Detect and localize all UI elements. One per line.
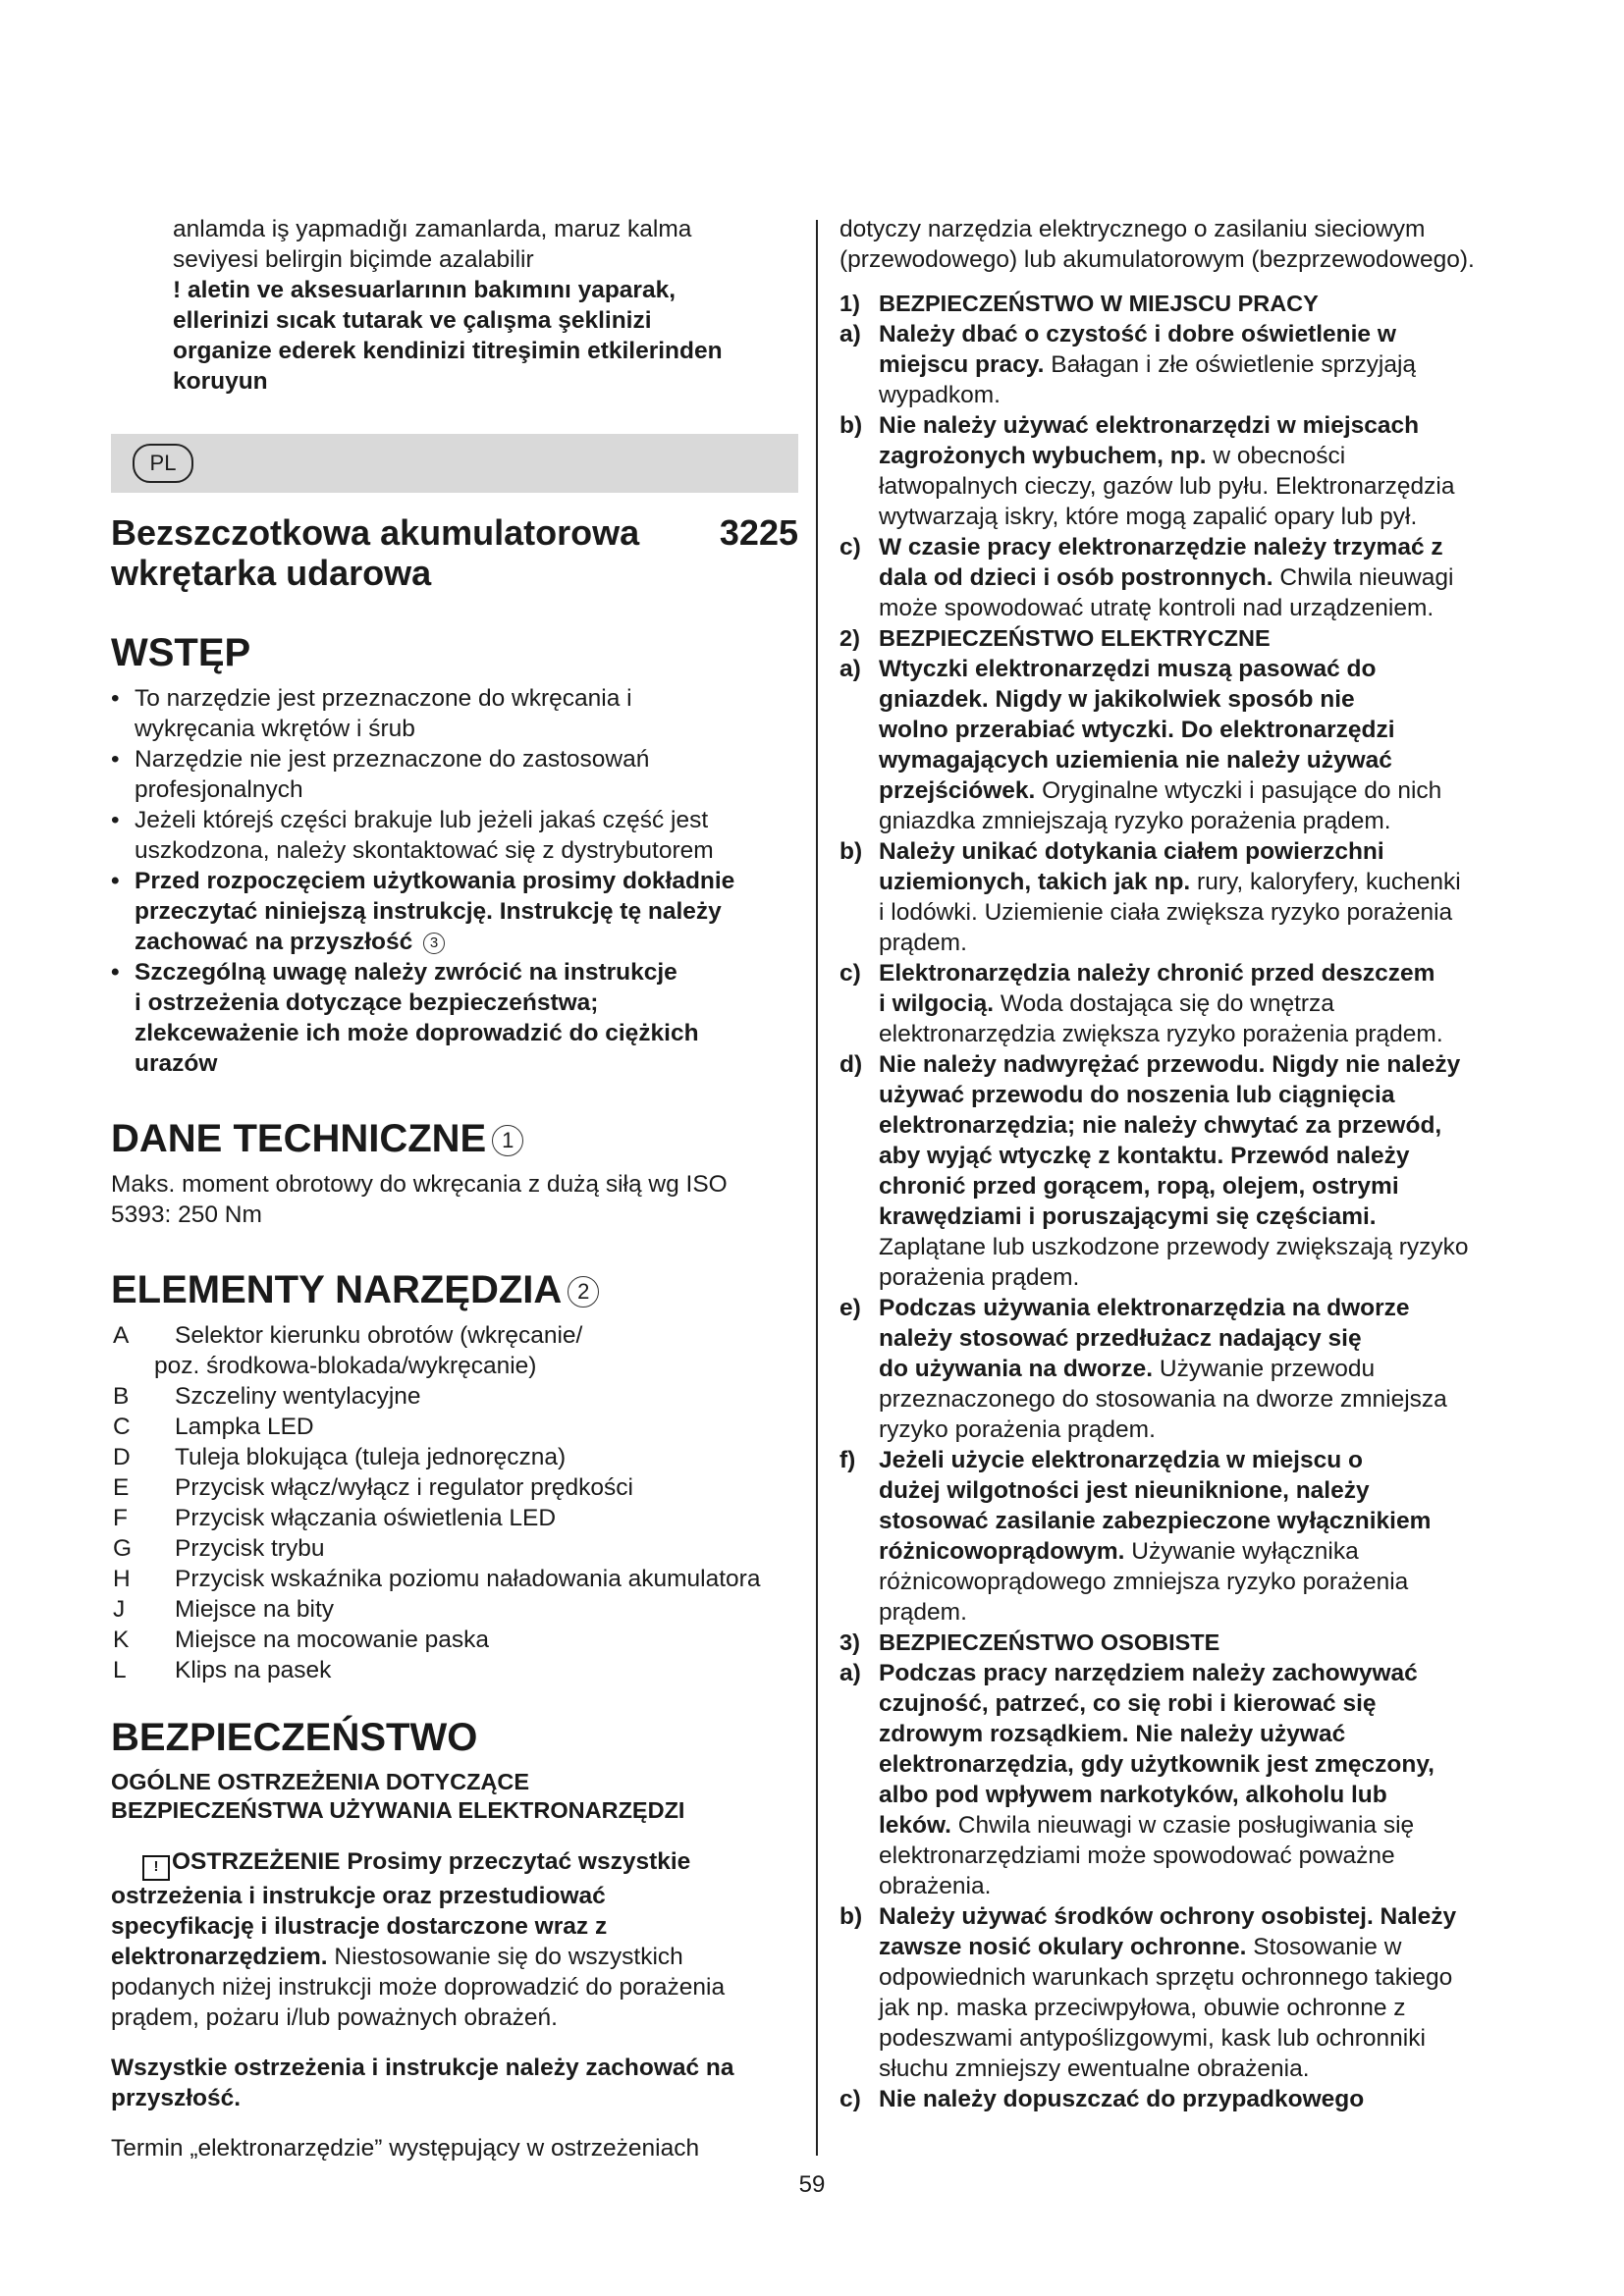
rule-item: c) W czasie pracy elektronarzędzie należy trzymać z dala od dzieci i osób postronnych. Chwila nieuwagi może spowodować utratę kontroli nad urządzeniem.: [839, 534, 1454, 621]
product-title-line2: wkrętarka udarowa: [111, 553, 432, 593]
rule-item: b) Należy używać środków ochrony osobistej. Należy zawsze nosić okulary ochronne. Stosowanie w odpowiednich warunkach sprzętu ochronnego takiego jak np. maska przeciwpyłowa, obuwie ochronne z podeszwami antypoślizgowymi, kask lub ochronniki słuchu zmniejszy ewentualne obrażenia.: [839, 1903, 1457, 2082]
safety-subheading: BEZPIECZEŃSTWA UŻYWANIA ELEKTRONARZĘDZI: [111, 1797, 685, 1823]
parts-list: [111, 1320, 798, 1685]
tr-line: seviyesi belirgin biçimde azalabilir: [173, 246, 534, 273]
tech-line: Maks. moment obrotowy do wkręcania z dużą siłą wg ISO: [111, 1171, 728, 1198]
rule-item: b) Nie należy używać elektronarzędzi w miejscach zagrożonych wybuchem, np. w obecności łatwopalnych cieczy, gazów lub pyłu. Elektronarzędzia wytwarzają iskry, które mogą zapalić opary lub pył.: [839, 412, 1455, 530]
intro-list: [111, 683, 798, 1079]
tr-line: anlamda iş yapmadığı zamanlarda, maruz kalma: [173, 216, 692, 242]
right-column: [839, 214, 1488, 2114]
rule-item: c) Nie należy dopuszczać do przypadkowego: [839, 2086, 1365, 2112]
product-title-line1: Bezszczotkowa akumulatorowa: [111, 512, 640, 553]
language-badge: PL: [133, 444, 193, 483]
warning-line: prądem, pożaru i/lub poważnych obrażeń.: [111, 2004, 558, 2031]
keep-instructions: przyszłość.: [111, 2085, 242, 2111]
warning-line: ! OSTRZEŻENIE Prosimy przeczytać wszystkie: [111, 1846, 798, 1881]
tr-line-bold: ! aletin ve aksesuarlarının bakımını yaparak,: [173, 277, 677, 303]
model-number: 3225: [719, 512, 798, 553]
language-bar: [111, 434, 798, 493]
warning-line: podanych niżej instrukcji może doprowadzić do porażenia: [111, 1974, 726, 2001]
intro-heading: WSTĘP: [111, 631, 251, 674]
intro-line: (przewodowego) lub akumulatorowym (bezprzewodowego).: [839, 246, 1475, 273]
turkish-fragment: [111, 214, 798, 397]
rule-item: a) Podczas pracy narzędziem należy zachowywać czujność, patrzeć, co się robi i kierować się zdrowym rozsądkiem. Nie należy używać elektronarzędzia, gdy użytkownik jest zmęczony, albo pod wpływem narkotyków, alkoholu lub leków. Chwila nieuwagi w czasie posługiwania się elektronarzędziami może spowodować poważne obrażenia.: [839, 1660, 1435, 1899]
section-heading: 1) BEZPIECZEŃSTWO W MIEJSCU PRACY: [839, 291, 1319, 316]
tr-line-bold: organize ederek kendinizi titreşimin etkilerinden: [173, 338, 723, 364]
rule-item: e) Podczas używania elektronarzędzia na dworze należy stosować przedłużacz nadający się do używania na dworze. Używanie przewodu przeznaczonego do stosowania na dworze zmniejsza ryzyko porażenia prądem.: [839, 1295, 1447, 1443]
product-title: [111, 512, 798, 593]
warning-line: specyfikację i ilustracje dostarczone wraz z: [111, 1913, 608, 1940]
part-item: B Szczeliny wentylacyjne: [113, 1383, 421, 1410]
list-item: • To narzędzie jest przeznaczone do wkręcania i wykręcania wkrętów i śrub: [111, 685, 632, 742]
part-item: J Miejsce na bity: [113, 1596, 335, 1623]
intro-line: dotyczy narzędzia elektrycznego o zasilaniu sieciowym: [839, 216, 1426, 242]
part-item: H Przycisk wskaźnika poziomu naładowania akumulatora: [113, 1566, 761, 1592]
elements-heading: ELEMENTY NARZĘDZIA 2: [111, 1267, 798, 1312]
left-column: [111, 214, 798, 2163]
part-item: D Tuleja blokująca (tuleja jednoręczna): [113, 1444, 567, 1470]
list-item: • Narzędzie nie jest przeznaczone do zastosowań profesjonalnych: [111, 746, 650, 803]
tech-line: 5393: 250 Nm: [111, 1201, 262, 1228]
part-item: A Selektor kierunku obrotów (wkręcanie/: [113, 1322, 583, 1349]
column-divider: [816, 220, 818, 2156]
rule-item: c) Elektronarzędzia należy chronić przed deszczem i wilgocią. Woda dostająca się do wnętrza elektronarzędzia zwiększa ryzyko porażenia prądem.: [839, 960, 1443, 1047]
safety-subheading: OGÓLNE OSTRZEŻENIA DOTYCZĄCE: [111, 1769, 530, 1794]
keep-instructions: Wszystkie ostrzeżenia i instrukcje należy zachować na: [111, 2055, 734, 2081]
section-heading: 2) BEZPIECZEŃSTWO ELEKTRYCZNE: [839, 625, 1271, 651]
part-item: G Przycisk trybu: [113, 1535, 325, 1562]
part-item: L Klips na pasek: [113, 1657, 332, 1683]
warning-line: ostrzeżenia i instrukcje oraz przestudiować: [111, 1883, 606, 1909]
part-item: K Miejsce na mocowanie paska: [113, 1627, 490, 1653]
rule-item: b) Należy unikać dotykania ciałem powierzchni uziemionych, takich jak np. rury, kaloryfery, kuchenki i lodówki. Uziemienie ciała zwiększa ryzyko porażenia prądem.: [839, 838, 1461, 956]
tr-line-bold: ellerinizi sıcak tutarak ve çalışma şeklinizi: [173, 307, 652, 334]
tr-line-bold: koruyun: [173, 368, 268, 395]
rule-item: a) Należy dbać o czystość i dobre oświetlenie w miejscu pracy. Bałagan i złe oświetlenie sprzyjają wypadkom.: [839, 321, 1417, 408]
list-item: • Jeżeli którejś części brakuje lub jeżeli jakaś część jest uszkodzona, należy skontaktować się z dystrybutorem: [111, 807, 714, 864]
term-line: Termin „elektronarzędzie” występujący w ostrzeżeniach: [111, 2135, 700, 2162]
list-item: • Szczególną uwagę należy zwrócić na instrukcje i ostrzeżenia dotyczące bezpieczeństwa; zlekceważenie ich może doprowadzić do ciężkich urazów: [111, 959, 699, 1077]
rule-item: f) Jeżeli użycie elektronarzędzia w miejscu o dużej wilgotności jest nieuniknione, należy stosować zasilanie zabezpieczone wyłącznikiem różnicowoprądowym. Używanie wyłącznika różnicowoprądowego zmniejsza ryzyko porażenia prądem.: [839, 1447, 1432, 1626]
figure-ref: 3: [423, 933, 445, 954]
list-item: • Przed rozpoczęciem użytkowania prosimy dokładnie przeczytać niniejszą instrukcję. Instrukcję tę należy zachować na przyszłość 3: [111, 868, 735, 955]
page-number: 59: [798, 2171, 826, 2198]
part-item: F Przycisk włączania oświetlenia LED: [113, 1505, 557, 1531]
figure-ref: 1: [492, 1125, 523, 1156]
part-item: C Lampka LED: [113, 1414, 314, 1440]
warning-line: elektronarzędziem. Niestosowanie się do wszystkich: [111, 1944, 683, 1970]
figure-ref: 2: [568, 1276, 599, 1308]
safety-heading: BEZPIECZEŃSTWO: [111, 1716, 478, 1759]
tech-heading: DANE TECHNICZNE 1: [111, 1116, 798, 1161]
rule-item: a) Wtyczki elektronarzędzi muszą pasować do gniazdek. Nigdy w jakikolwiek sposób nie wolno przerabiać wtyczki. Do elektronarzędzi wymagających uziemienia nie należy używać przejściówek. Oryginalne wtyczki i pasujące do nich gniazdka zmniejszają ryzyko porażenia prądem.: [839, 656, 1442, 834]
part-item: E Przycisk włącz/wyłącz i regulator prędkości: [113, 1474, 633, 1501]
part-item-cont: poz. środkowa-blokada/wykręcanie): [154, 1353, 537, 1379]
rule-item: d) Nie należy nadwyrężać przewodu. Nigdy nie należy używać przewodu do noszenia lub ciągnięcia elektronarzędzia; nie należy chwytać za przewód, aby wyjąć wtyczkę z kontaktu. Przewód należy chronić przed gorącem, ropą, olejem, ostrymi krawędziami i poruszającymi się częściami. Zaplątane lub uszkodzone przewody zwiększają ryzyko porażenia prądem.: [839, 1051, 1469, 1291]
warning-triangle-icon: !: [142, 1855, 170, 1881]
section-heading: 3) BEZPIECZEŃSTWO OSOBISTE: [839, 1629, 1220, 1655]
